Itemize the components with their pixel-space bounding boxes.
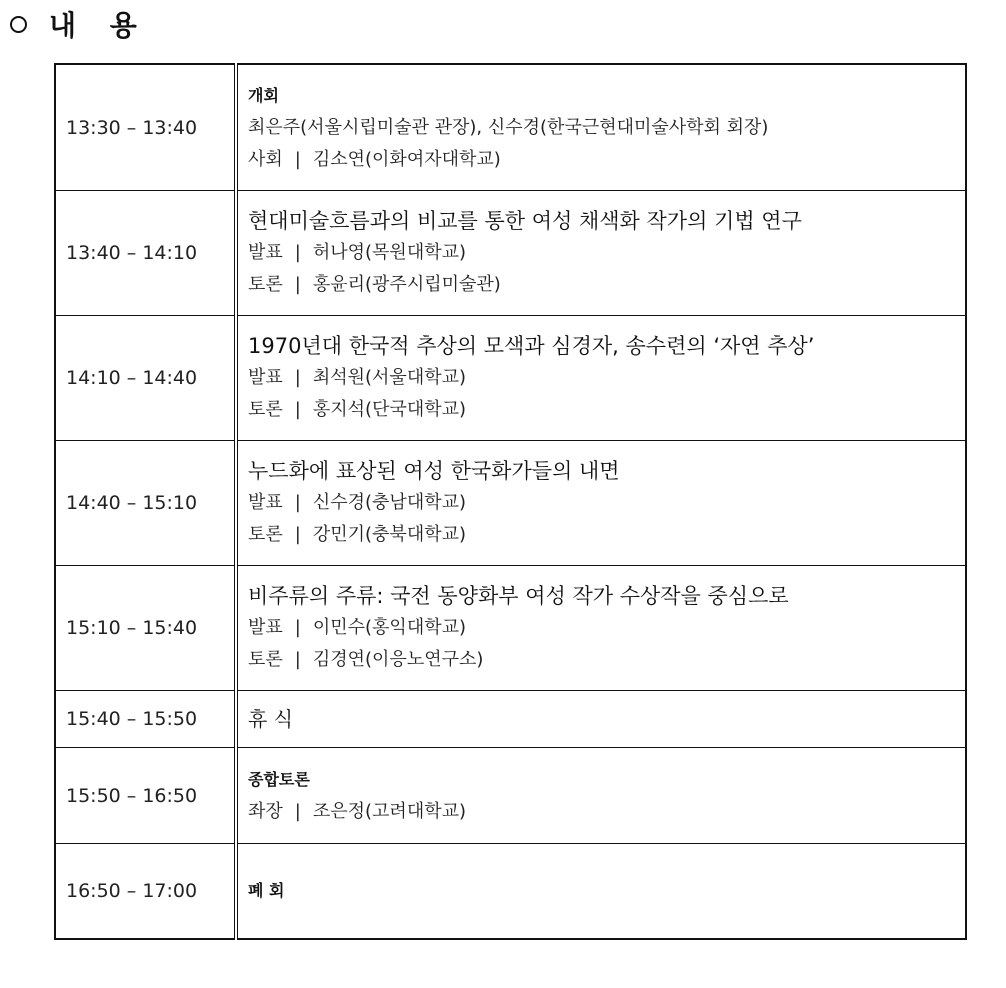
role-label: 발표: [248, 617, 283, 638]
presenter-line: [248, 362, 965, 394]
separator: |: [294, 617, 301, 638]
separator: |: [294, 524, 301, 545]
session-cell: [236, 191, 966, 316]
role-label: 발표: [248, 367, 283, 388]
presenter-line: [248, 237, 965, 269]
time-cell: 16:50 – 17:00: [55, 844, 236, 940]
session-title: 휴 식: [248, 707, 293, 731]
session-cell: [236, 64, 966, 191]
role-label: 토론: [248, 524, 283, 545]
separator: |: [294, 399, 301, 420]
session-cell: [236, 441, 966, 566]
separator: |: [294, 800, 301, 822]
time-cell: 15:50 – 16:50: [55, 748, 236, 844]
role-label: 좌장: [248, 800, 283, 822]
separator: |: [294, 492, 301, 513]
person-name: 허나영(목원대학교): [312, 242, 467, 263]
session-cell: [236, 316, 966, 441]
session-cell: [236, 748, 966, 844]
person-name: 신수경(충남대학교): [312, 492, 467, 513]
session-title: 비주류의 주류: 국전 동양화부 여성 작가 수상작을 중심으로: [248, 584, 789, 608]
role-label: 토론: [248, 274, 283, 295]
discussant-line: [248, 644, 965, 676]
separator: |: [294, 242, 301, 263]
time-cell: 14:40 – 15:10: [55, 441, 236, 566]
role-label: 발표: [248, 492, 283, 513]
person-name: 강민기(충북대학교): [312, 524, 467, 545]
schedule-table: [54, 63, 967, 940]
role-label: 토론: [248, 399, 283, 420]
time-cell: 15:10 – 15:40: [55, 566, 236, 691]
person-name: 홍지석(단국대학교): [312, 399, 467, 420]
person-name: 최석원(서울대학교): [312, 367, 467, 388]
section-heading: [10, 4, 149, 44]
person-name: 이민수(홍익대학교): [312, 617, 467, 638]
role-label: 사회: [248, 148, 283, 170]
separator: |: [294, 649, 301, 670]
time-cell: 13:30 – 13:40: [55, 64, 236, 191]
schedule-row-break: [55, 691, 966, 748]
person-name: 홍윤리(광주시립미술관): [312, 274, 501, 295]
person-name: 김소연(이화여자대학교): [312, 148, 501, 170]
circle-bullet-icon: [10, 16, 27, 33]
role-label: 토론: [248, 649, 283, 670]
role-label: 발표: [248, 242, 283, 263]
session-cell: [236, 691, 966, 748]
person-name: 김경연(이응노연구소): [312, 649, 484, 670]
session-cell: [236, 844, 966, 940]
discussant-line: [248, 394, 965, 426]
session-title: 누드화에 표상된 여성 한국화가들의 내면: [248, 459, 620, 483]
separator: |: [294, 367, 301, 388]
discussant-line: [248, 269, 965, 301]
schedule-row-closing: [55, 844, 966, 940]
presenter-line: [248, 612, 965, 644]
session-title: 폐 회: [248, 881, 285, 900]
moderator-line: [248, 144, 965, 176]
schedule-row-talk-2: [55, 316, 966, 441]
schedule-row-talk-4: [55, 566, 966, 691]
greeting-line: 최은주(서울시립미술관 관장), 신수경(한국근현대미술사학회 회장): [248, 116, 769, 138]
time-cell: 14:10 – 14:40: [55, 316, 236, 441]
chair-line: [248, 796, 965, 828]
session-title: 개회: [248, 85, 279, 105]
section-title: 내 용: [49, 9, 149, 42]
person-name: 조은정(고려대학교): [312, 800, 467, 822]
schedule-row-discussion: [55, 748, 966, 844]
schedule-row-talk-1: [55, 191, 966, 316]
session-title: 종합토론: [248, 769, 310, 789]
time-cell: 15:40 – 15:50: [55, 691, 236, 748]
session-title: 1970년대 한국적 추상의 모색과 심경자, 송수련의 ‘자연 추상’: [248, 334, 815, 358]
separator: |: [294, 274, 301, 295]
session-cell: [236, 566, 966, 691]
time-cell: 13:40 – 14:10: [55, 191, 236, 316]
presenter-line: [248, 487, 965, 519]
schedule-row-opening: [55, 64, 966, 191]
schedule-row-talk-3: [55, 441, 966, 566]
discussant-line: [248, 519, 965, 551]
session-title: 현대미술흐름과의 비교를 통한 여성 채색화 작가의 기법 연구: [248, 209, 802, 233]
separator: |: [294, 148, 301, 170]
